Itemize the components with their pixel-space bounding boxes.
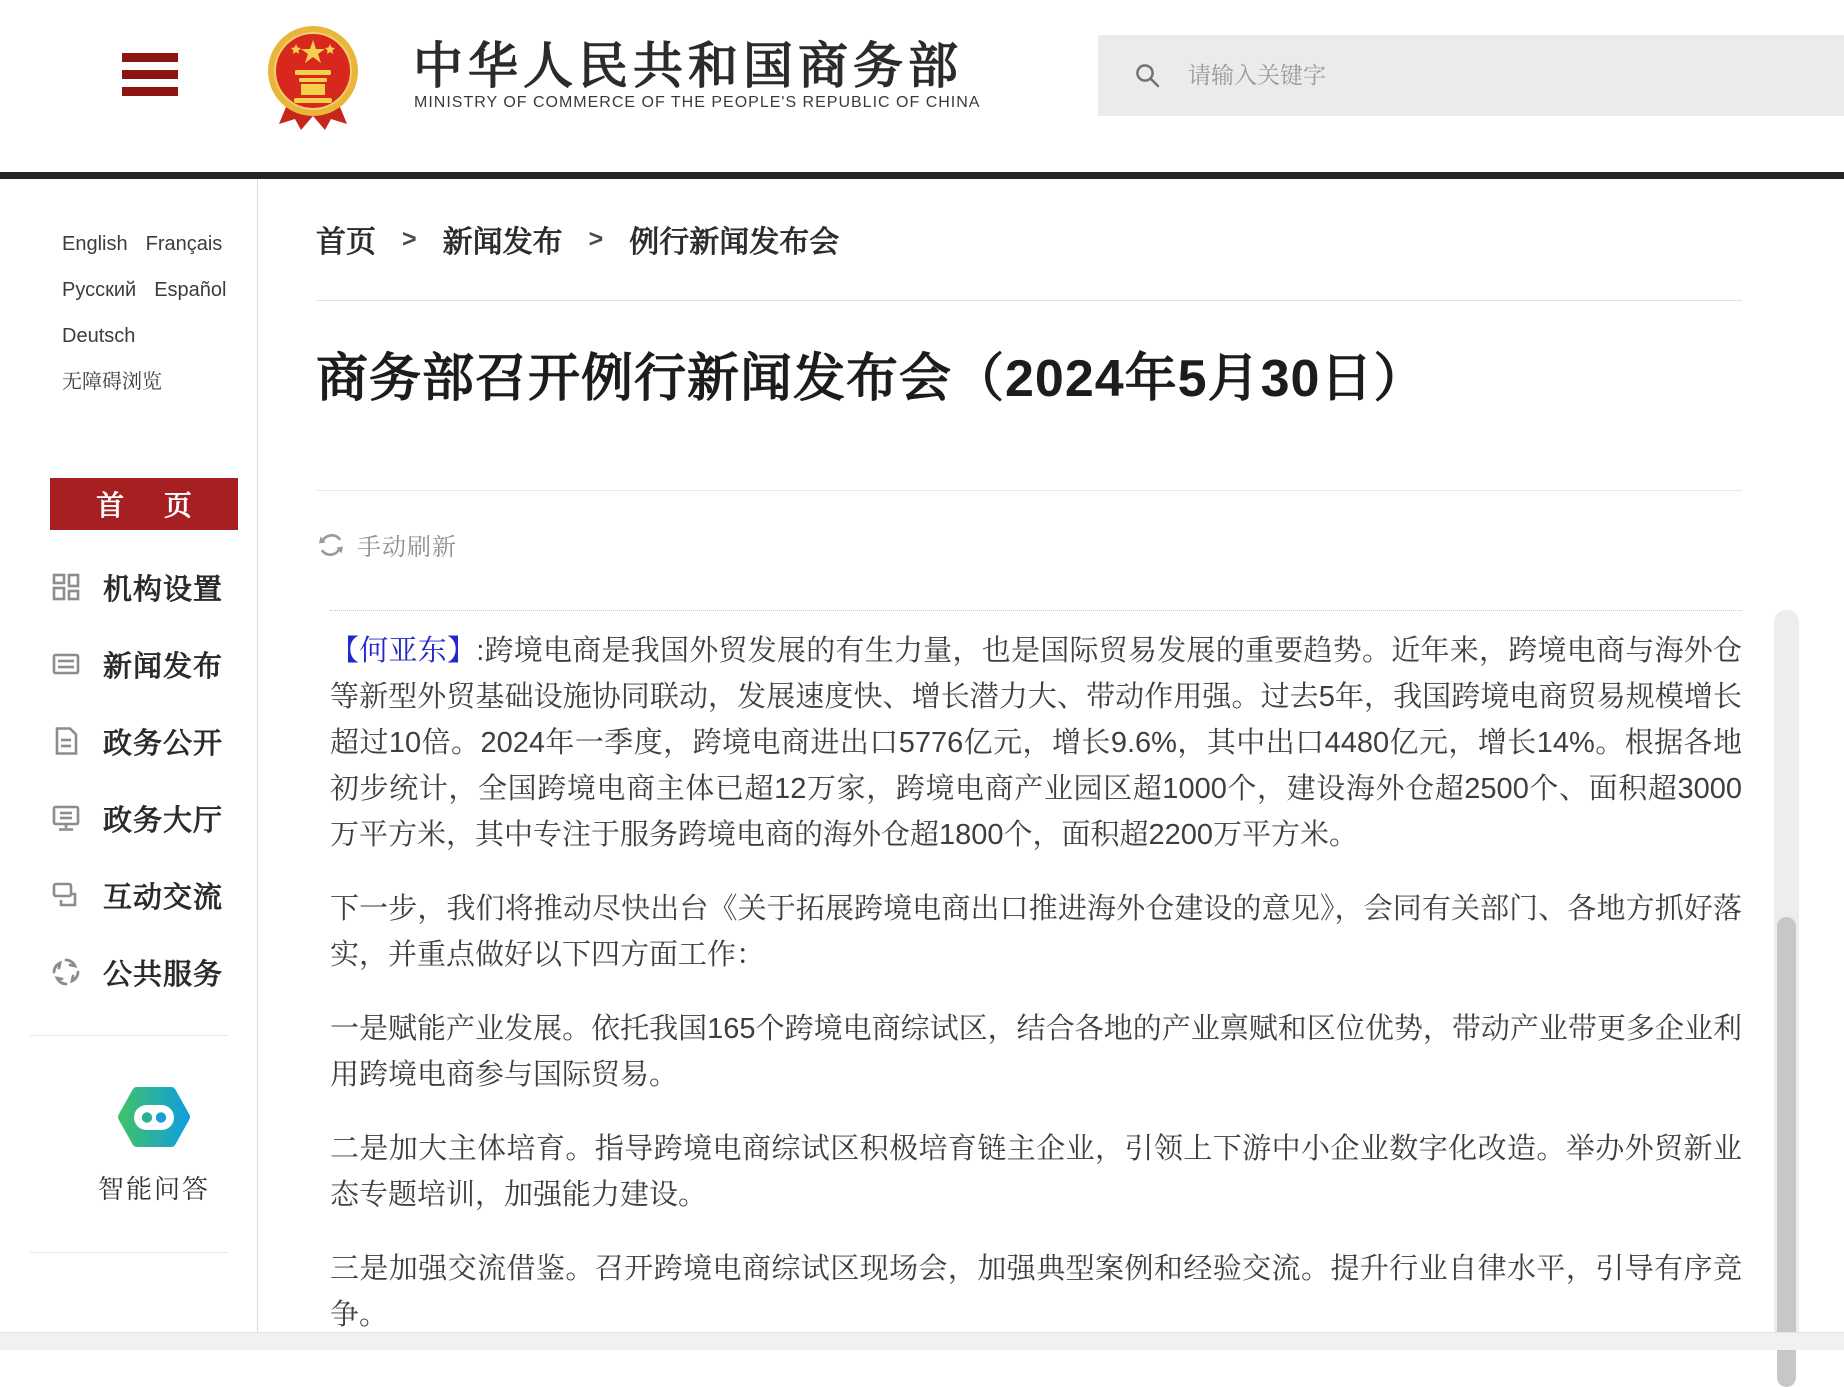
org-grid-icon [50,571,82,603]
page-bottom-band [0,1332,1844,1350]
search-input[interactable] [1188,35,1808,116]
article-body [330,610,1742,1366]
lang-link-english[interactable]: English [62,233,128,255]
search-box [1098,35,1844,116]
site-title: 中华人民共和国商务部 [413,38,963,94]
sidebar [0,179,258,1332]
lang-link-deutsch[interactable]: Deutsch [62,325,136,347]
search-icon [1134,62,1161,89]
breadcrumb-separator: > [588,224,604,253]
sidebar-item-interaction[interactable]: 互动交流 [50,878,223,912]
site-subtitle: MINISTRY OF COMMERCE OF THE PEOPLE'S REPUBLIC OF CHINA [414,94,981,111]
sidebar-item-service-hall[interactable]: 政务大厅 [50,801,223,835]
national-emblem-logo [266,18,360,136]
header-divider-bar [0,172,1844,179]
article-title: 商务部召开例行新闻发布会（2024年5月30日） [316,350,1427,408]
breadcrumb [316,217,839,261]
speaker-name: 【何亚东】 [330,635,477,667]
title-divider [316,490,1742,491]
hamburger-menu-icon[interactable] [122,52,178,96]
sidebar-item-gov-disclosure[interactable]: 政务公开 [50,724,223,758]
smart-qa-robot-icon[interactable] [113,1084,195,1150]
scrollbar-thumb[interactable] [1777,917,1796,1387]
breadcrumb-divider [316,300,1742,301]
refresh-icon [316,530,346,560]
sidebar-item-home[interactable]: 首 页 [50,478,238,530]
sidebar-item-organization[interactable]: 机构设置 [50,570,223,604]
breadcrumb-press-conference[interactable]: 例行新闻发布会 [629,226,840,259]
breadcrumb-home[interactable]: 首页 [316,226,376,259]
article-paragraph: 下一步，我们将推动尽快出台《关于拓展跨境电商出口推进海外仓建设的意见》，会同有关部门、各地方抓好落实，并重点做好以下四方面工作： [330,893,1742,971]
news-icon [50,648,82,680]
public-service-icon [50,956,82,988]
language-links [62,221,245,405]
chat-bubbles-icon [50,879,82,911]
article-paragraph: 二是加大主体培育。指导跨境电商综试区积极培育链主企业，引领上下游中小企业数字化改造。举办外贸新业态专题培训，加强能力建设。 [330,1133,1742,1211]
lang-link-espanol[interactable]: Español [154,279,227,301]
article-paragraph: 一是赋能产业发展。依托我国165个跨境电商综试区，结合各地的产业禀赋和区位优势，带动产业带更多企业利用跨境电商参与国际贸易。 [330,1013,1742,1091]
service-hall-icon [50,802,82,834]
breadcrumb-separator: > [402,224,417,253]
main-content [258,179,1844,1332]
breadcrumb-news[interactable]: 新闻发布 [442,226,563,259]
sidebar-item-public-service[interactable]: 公共服务 [50,955,223,989]
site-header [0,0,1844,172]
manual-refresh-label: 手动刷新 [357,534,457,561]
document-icon [50,725,82,757]
sidebar-divider [30,1035,228,1036]
sidebar-divider-bottom [30,1252,228,1253]
lang-link-francais[interactable]: Français [145,233,223,255]
accessibility-link[interactable]: 无障碍浏览 [62,371,162,393]
article-paragraph: 三是加强交流借鉴。召开跨境电商综试区现场会，加强典型案例和经验交流。提升行业自律水平，引导有序竞争。 [330,1253,1742,1331]
smart-qa-label[interactable]: 智能问答 [97,1174,210,1204]
lang-link-russian[interactable]: Русский [62,279,137,301]
sidebar-item-news[interactable]: 新闻发布 [50,647,223,681]
article-paragraph: 【何亚东】:跨境电商是我国外贸发展的有生力量，也是国际贸易发展的重要趋势。近年来，跨境电商与海外仓等新型外贸基础设施协同联动，发展速度快、增长潜力大、带动作用强。过去5年，我国跨境电商贸易规模增长超过10倍。2024年一季度，跨境电商进出口5776亿元，增长9.6%，其中出口4480亿元，增长14%。根据各地初步统计，全国跨境电商主体已超12万家，跨境电商产业园区超1000个，建设海外仓超2500个、面积超3000万平方米，其中专注于服务跨境电商的海外仓超1800个，面积超2200万平方米。 [330,635,1742,851]
manual-refresh-button[interactable] [316,527,457,562]
